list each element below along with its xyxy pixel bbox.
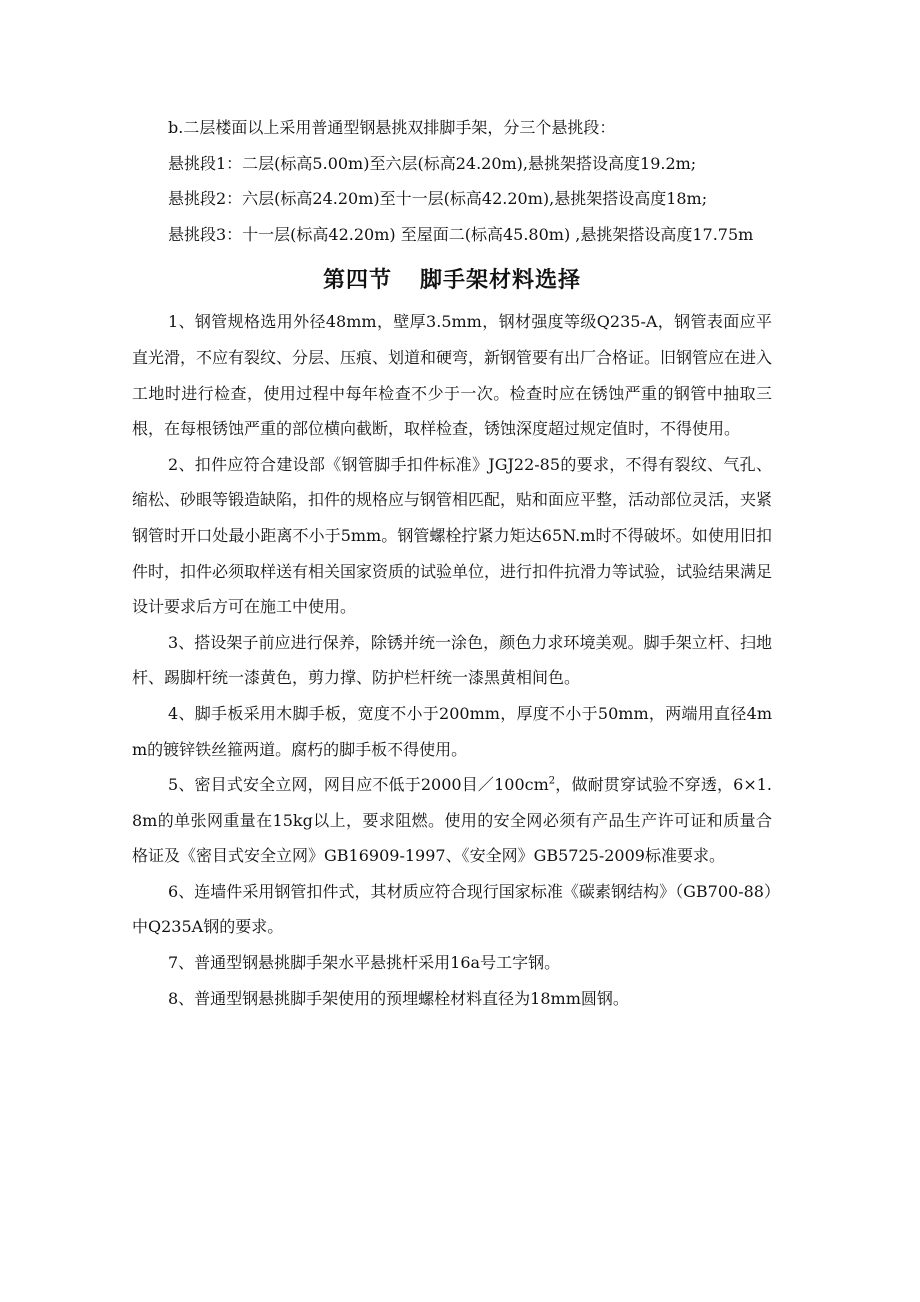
item5-text-before: 5、密目式安全立网，网目应不低于2000目／100cm [168, 775, 549, 795]
list-item: 1、钢管规格选用外径48mm，壁厚3.5mm，钢材强度等级Q235-A，钢管表面应平直光滑，不应有裂纹、分层、压痕、划道和硬弯，新钢管要有出厂合格证。旧钢管应在进入工地时进行检查，使用过程中每年检查不少于一次。检查时应在锈蚀严重的钢管中抽取三根，在每根锈蚀严重的部位横向截断，取样检查，锈蚀深度超过规定值时，不得使用。 [132, 312, 773, 439]
paragraph-segment-2: 悬挑段2：六层(标高24.20m)至十一层(标高42.20m),悬挑架搭设高度18m; [168, 189, 708, 209]
item5-text-after: ，做耐贯穿试验不穿透，6×1.8m的单张网重量在15kg以上，要求阻燃。使用的安全网必须有产品生产许可证和质量合格证及《密目式安全立网》GB16909-1997、《安全网》GB5725-2009标准要求。 [132, 775, 773, 866]
list-item: 4、脚手板采用木脚手板，宽度不小于200mm，厚度不小于50mm，两端用直径4mm的镀锌铁丝箍两道。腐朽的脚手板不得使用。 [132, 703, 772, 759]
list-item: 8、普通型钢悬挑脚手架使用的预埋螺栓材料直径为18mm圆钢。 [168, 988, 629, 1008]
section-title: 脚手架材料选择 [420, 268, 582, 294]
list-item: 7、普通型钢悬挑脚手架水平悬挑杆采用16a号工字钢。 [168, 953, 561, 973]
paragraph-segment-3: 悬挑段3：十一层(标高42.20m) 至屋面二(标高45.80m) ,悬挑架搭设高度17.75m [168, 224, 754, 244]
list-item [132, 767, 772, 874]
paragraph-segment-1: 悬挑段1：二层(标高5.00m)至六层(标高24.20m),悬挑架搭设高度19.2m; [168, 153, 697, 173]
list-item: 2、扣件应符合建设部《钢管脚手扣件标准》JGJ22-85的要求，不得有裂纹、气孔、缩松、砂眼等锻造缺陷，扣件的规格应与钢管相匹配，贴和面应平整，活动部位灵活，夹紧钢管时开口处最小距离不小于5mm。钢管螺栓拧紧力矩达65N.m时不得破坏。如使用旧扣件时，扣件必须取样送有相关国家资质的试验单位，进行扣件抗滑力等试验，试验结果满足设计要求后方可在施工中使用。 [132, 454, 773, 617]
document-page [132, 110, 772, 1016]
section-heading [132, 266, 772, 296]
list-item: 6、连墙件采用钢管扣件式，其材质应符合现行国家标准《碳素钢结构》（GB700-88）中Q235A钢的要求。 [132, 881, 772, 937]
list-item: 3、搭设架子前应进行保养，除锈并统一涂色，颜色力求环境美观。脚手架立杆、扫地杆、踢脚杆统一漆黄色，剪力撑、防护栏杆统一漆黑黄相间色。 [132, 632, 772, 688]
section-number: 第四节 [322, 268, 392, 294]
item5-superscript: 2 [548, 775, 556, 787]
paragraph-scaffold-type: b.二层楼面以上采用普通型钢悬挑双排脚手架，分三个悬挑段： [168, 118, 616, 137]
